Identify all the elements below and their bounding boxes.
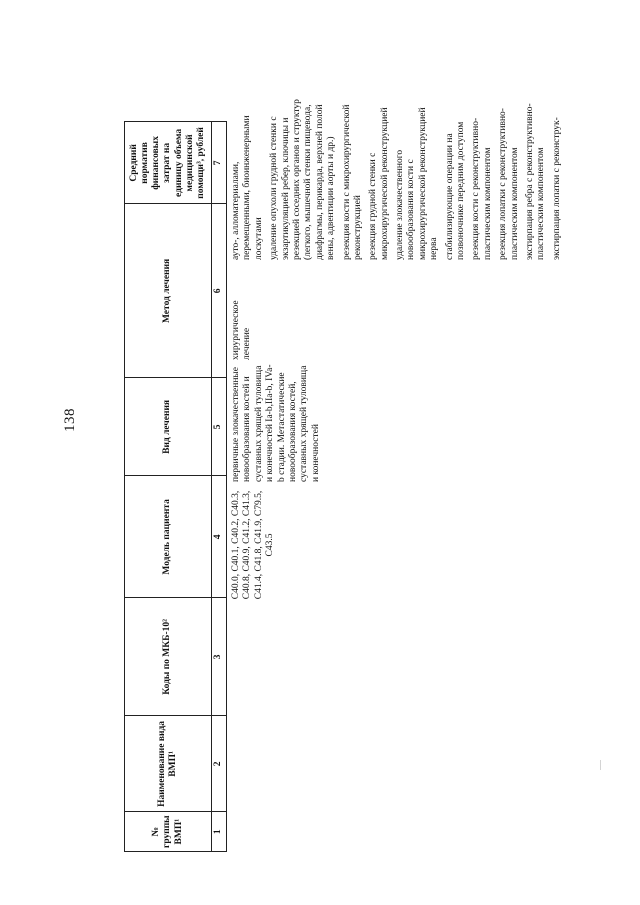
- method-item: удаление злокачественного новообразования кости с микрохирургической реконструкцией нерва: [395, 107, 440, 260]
- column-number: 6: [212, 204, 227, 378]
- header-vmp-name: Наименование вида ВМП¹: [125, 716, 212, 812]
- column-number: 3: [212, 598, 227, 716]
- method-item: резекция лопатки с реконструктивно-пластическим компонентом: [498, 108, 520, 260]
- rotated-table-region: [124, 52, 624, 852]
- header-row: [125, 122, 212, 852]
- header-treatment-method: Метод лечения: [125, 204, 212, 378]
- header-cost-norm: Средний норматив финансовых затрат на единицу объема медицинской помощи³, рублей: [125, 122, 212, 204]
- header-group-number: № группы ВМП¹: [125, 812, 212, 852]
- column-number: 7: [212, 122, 227, 204]
- method-item: экстирпация лопатки с реконструк-: [551, 117, 562, 260]
- column-number: 2: [212, 716, 227, 812]
- header-mkb-codes: Коды по МКБ-10²: [125, 598, 212, 716]
- column-number: 5: [212, 378, 227, 476]
- vmp-table: [124, 121, 227, 852]
- patient-model-cell: первичные злокачественные новообразования костей и суставных хрящей туловища и конечностей Ia-b,IIa-b, IVa-b стадии. Метастатические новообразования костей, суставных хрящей туловища и конечностей: [231, 364, 321, 482]
- header-treatment-type: Вид лечения: [125, 378, 212, 476]
- treatment-methods-cell: [231, 90, 567, 260]
- mkb-codes-cell: C40.0, C40.1, C40.2, C40.3, C40.8, C40.9, C41.2, C41.3, C41.4, C41.8, C41.9, C79.5, C43.5: [231, 490, 276, 600]
- method-item: резекция кости с микрохирургической реконструкцией: [341, 104, 363, 260]
- method-item: ауто-, алломатериалами, перемещенными, биоинженерными лоскутами: [231, 115, 264, 260]
- method-item: удаление опухоли грудной стенки с экзартикуляцией ребер, ключицы и резекцией соседних органов и структур (легкого, мышечной стенки пищевода, диафрагмы, перикарда, верхней полой вены, адвентиции аорты и др.): [269, 99, 337, 260]
- column-number: 1: [212, 812, 227, 852]
- treatment-type-cell: хирургическое лечение: [231, 300, 253, 360]
- column-number: 4: [212, 476, 227, 598]
- header-patient-model: Модель пациента: [125, 476, 212, 598]
- column-numbers-row: [212, 122, 227, 852]
- method-item: резекция кости с реконструктивно-пластическим компонентом: [471, 117, 493, 260]
- scan-artifact: [600, 760, 601, 770]
- method-item: резекция грудной стенки с микрохирургической реконструкцией: [368, 107, 390, 260]
- method-item: экстирпация ребра с реконструктивно-пластическим компонентом: [524, 103, 547, 260]
- page-number: 138: [62, 408, 78, 432]
- method-item: стабилизирующие операции на позвоночнике передним доступом: [444, 121, 467, 260]
